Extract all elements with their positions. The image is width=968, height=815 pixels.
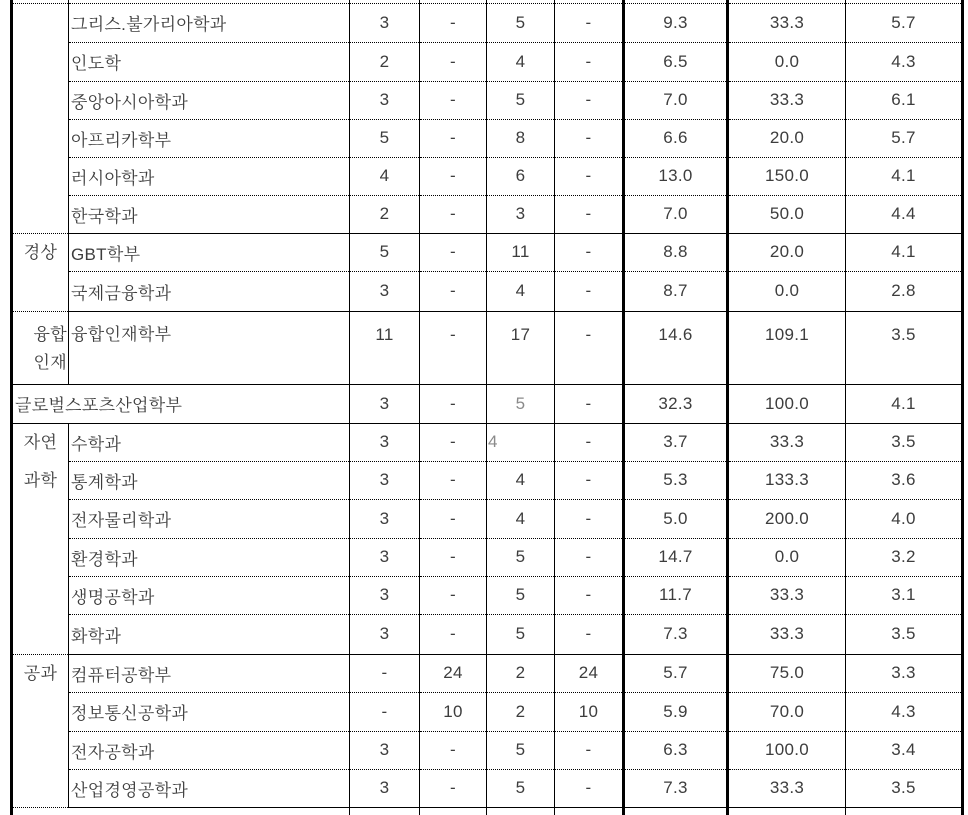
table-row	[12, 769, 963, 807]
cell-v5: 3.7	[624, 423, 728, 461]
cell-v7: 3.5	[846, 311, 963, 384]
cell-v5: 7.0	[624, 195, 728, 233]
cell-v1: 5	[350, 119, 420, 157]
cell-v2: -	[420, 769, 487, 807]
cell-department: 전자물리학과	[69, 499, 350, 538]
cell-v3: 2	[487, 692, 555, 731]
cell-v2: -	[420, 119, 487, 157]
cell-v4: -	[555, 384, 624, 423]
table-row	[12, 271, 963, 311]
table-row	[12, 461, 963, 499]
cell-v2: -	[420, 731, 487, 769]
cell-v7: 3.4	[846, 731, 963, 769]
cell-v7: 5.7	[846, 119, 963, 157]
cell-v7: 5.7	[846, 3, 963, 42]
cell-v4: 10	[555, 692, 624, 731]
cell-v3: 3	[487, 195, 555, 233]
cell-v4: -	[555, 499, 624, 538]
cell-v5: 5.3	[624, 461, 728, 499]
cell-v2: -	[420, 271, 487, 311]
cell-v1: 3	[350, 461, 420, 499]
cell-v4: -	[555, 195, 624, 233]
cell-v5: 5.7	[624, 654, 728, 692]
cell-v5: 11.7	[624, 576, 728, 614]
table-row	[12, 233, 963, 271]
table-row	[12, 42, 963, 81]
cell-v5: 14.6	[624, 311, 728, 384]
cell-v4: -	[555, 423, 624, 461]
cell-v3: 11	[487, 233, 555, 271]
cell-v3: 8	[487, 119, 555, 157]
cell-v1: 3	[350, 271, 420, 311]
cell-v4: -	[555, 769, 624, 807]
cell-v1: 3	[350, 769, 420, 807]
cell-v7: 6.1	[846, 81, 963, 119]
cell-v4: -	[555, 233, 624, 271]
cell-v1: 2	[350, 195, 420, 233]
cell-v6: 33.3	[728, 423, 846, 461]
cell-v3: 5	[487, 3, 555, 42]
cell-v2: -	[420, 576, 487, 614]
cell-department: 전자공학과	[69, 731, 350, 769]
cell-v2: 10	[420, 692, 487, 731]
cell-v3: 5	[487, 538, 555, 576]
group-label-line1: 자연	[23, 432, 58, 452]
cell-v5: 9.3	[624, 3, 728, 42]
cell-v5: 13.0	[624, 157, 728, 195]
cell-v3: 4	[487, 271, 555, 311]
cell-v3: 4	[487, 499, 555, 538]
table-row	[12, 423, 963, 461]
cell-v4: -	[555, 538, 624, 576]
cell-v1: 3	[350, 499, 420, 538]
cell-v4: -	[555, 576, 624, 614]
admissions-table	[10, 0, 964, 815]
cell-v4: -	[555, 42, 624, 81]
cell-v5: 8.7	[624, 271, 728, 311]
cell-department: GBT학부	[69, 233, 350, 271]
cell-v7: 4.0	[846, 499, 963, 538]
cell-v1: -	[350, 654, 420, 692]
cell-v4: -	[555, 311, 624, 384]
cell-v6: 33.3	[728, 769, 846, 807]
cell-v1: 4	[350, 157, 420, 195]
cell-v3: 2	[487, 654, 555, 692]
cell-v1: 2	[350, 42, 420, 81]
group-label-line2: 인재	[33, 352, 67, 372]
cell-v7: 3.1	[846, 576, 963, 614]
cell-v6: 33.3	[728, 614, 846, 654]
cell-group-continued	[12, 3, 69, 233]
cell-v2: -	[420, 81, 487, 119]
cell-v6: 133.3	[728, 461, 846, 499]
cell-v7: 3.5	[846, 769, 963, 807]
cell-v5: 8.8	[624, 233, 728, 271]
cell-v7: 2.8	[846, 271, 963, 311]
cell-v2: -	[420, 3, 487, 42]
cell-v3: 17	[487, 311, 555, 384]
cell-v7: 4.3	[846, 692, 963, 731]
cell-v7: 4.1	[846, 384, 963, 423]
cell-v2: -	[420, 195, 487, 233]
cell-v1: 5	[350, 233, 420, 271]
cell-v4: -	[555, 731, 624, 769]
table-row	[12, 157, 963, 195]
cell-v2: -	[420, 42, 487, 81]
cell-v6: 20.0	[728, 233, 846, 271]
cell-v3: 5	[487, 384, 555, 423]
table-row	[12, 614, 963, 654]
cell-department: 화학과	[69, 614, 350, 654]
cell-v5: 5.9	[624, 692, 728, 731]
cell-v6: 0.0	[728, 42, 846, 81]
cell-v5: 5.0	[624, 499, 728, 538]
cell-v4: -	[555, 157, 624, 195]
cell-v6: 33.3	[728, 576, 846, 614]
table-row	[12, 499, 963, 538]
cell-department: 중앙아시아학과	[69, 81, 350, 119]
cell-v5: 32.3	[624, 384, 728, 423]
cell-v6: 0.0	[728, 538, 846, 576]
cell-v2: -	[420, 614, 487, 654]
cell-v6: 70.0	[728, 692, 846, 731]
cell-department: 생명공학과	[69, 576, 350, 614]
cell-v2: -	[420, 499, 487, 538]
cell-department: 산업경영공학과	[69, 769, 350, 807]
cell-v6: 109.1	[728, 311, 846, 384]
cell-v2: 24	[420, 654, 487, 692]
table-row	[12, 311, 963, 384]
cell-department: 통계학과	[69, 461, 350, 499]
cell-v4: -	[555, 81, 624, 119]
cell-v7: 3.3	[846, 654, 963, 692]
cell-v4: -	[555, 461, 624, 499]
cell-department: 국제금융학과	[69, 271, 350, 311]
cell-department: 융합인재학부	[69, 311, 350, 384]
cell-v4: -	[555, 3, 624, 42]
cell-v4: -	[555, 119, 624, 157]
cell-v7: 3.2	[846, 538, 963, 576]
cell-v5: 6.5	[624, 42, 728, 81]
cell-v3: 5	[487, 769, 555, 807]
cell-department: 컴퓨터공학부	[69, 654, 350, 692]
cell-department: 정보통신공학과	[69, 692, 350, 731]
table-row	[12, 81, 963, 119]
cell-v3: 4	[487, 423, 555, 461]
cell-v1: 3	[350, 614, 420, 654]
cell-v4: -	[555, 614, 624, 654]
cell-v1: 3	[350, 731, 420, 769]
cell-v6: 75.0	[728, 654, 846, 692]
cell-department: 그리스.불가리아학과	[69, 3, 350, 42]
cell-group-gyeongsang: 경상	[12, 233, 69, 311]
table-row	[12, 654, 963, 692]
cell-department: 아프리카학부	[69, 119, 350, 157]
cell-group-engineering: 공과	[12, 654, 69, 807]
cell-v7: 4.4	[846, 195, 963, 233]
cell-v5: 7.3	[624, 614, 728, 654]
table-row	[12, 384, 963, 423]
group-label-line1: 융합	[33, 324, 67, 344]
cell-v6: 100.0	[728, 731, 846, 769]
cell-v3: 5	[487, 614, 555, 654]
cell-v6: 200.0	[728, 499, 846, 538]
cell-v2: -	[420, 233, 487, 271]
cell-v1: 3	[350, 423, 420, 461]
cell-v7: 4.1	[846, 233, 963, 271]
cell-v7: 4.1	[846, 157, 963, 195]
cell-department: 러시아학과	[69, 157, 350, 195]
cell-v4: -	[555, 271, 624, 311]
cell-v3: 6	[487, 157, 555, 195]
cell-v1: 11	[350, 311, 420, 384]
cell-v3: 5	[487, 81, 555, 119]
cell-v5: 14.7	[624, 538, 728, 576]
cell-v6: 20.0	[728, 119, 846, 157]
table-row	[12, 195, 963, 233]
cell-v6: 150.0	[728, 157, 846, 195]
table-row	[12, 576, 963, 614]
cell-v6: 50.0	[728, 195, 846, 233]
table-row	[12, 119, 963, 157]
cell-department: 인도학	[69, 42, 350, 81]
cell-v3: 5	[487, 731, 555, 769]
table-row	[12, 692, 963, 731]
cell-group-natural-science	[12, 423, 69, 654]
cell-v1: 3	[350, 81, 420, 119]
cell-v1: 3	[350, 384, 420, 423]
cell-v2: -	[420, 423, 487, 461]
cell-v7: 4.3	[846, 42, 963, 81]
cell-v6: 100.0	[728, 384, 846, 423]
cell-v3: 5	[487, 576, 555, 614]
cell-v3: 4	[487, 42, 555, 81]
cell-v1: -	[350, 692, 420, 731]
cell-department: 수학과	[69, 423, 350, 461]
cell-group-yunghap-injae	[12, 311, 69, 384]
table-row	[12, 538, 963, 576]
cell-v6: 0.0	[728, 271, 846, 311]
cell-v6: 33.3	[728, 81, 846, 119]
cell-v7: 3.5	[846, 423, 963, 461]
cell-v1: 3	[350, 538, 420, 576]
cell-v5: 7.0	[624, 81, 728, 119]
table-row	[12, 3, 963, 42]
cell-department: 환경학과	[69, 538, 350, 576]
cell-v1: 3	[350, 576, 420, 614]
cell-v2: -	[420, 157, 487, 195]
cell-v3: 4	[487, 461, 555, 499]
cell-v2: -	[420, 538, 487, 576]
cell-v4: 24	[555, 654, 624, 692]
cell-v5: 6.3	[624, 731, 728, 769]
group-label-line2: 과학	[23, 470, 58, 490]
cell-v1: 3	[350, 3, 420, 42]
table-row	[12, 731, 963, 769]
cell-v7: 3.6	[846, 461, 963, 499]
cell-v6: 33.3	[728, 3, 846, 42]
cell-department: 한국학과	[69, 195, 350, 233]
cell-v5: 6.6	[624, 119, 728, 157]
cell-department-merged: 글로벌스포츠산업학부	[12, 384, 350, 423]
cell-v5: 7.3	[624, 769, 728, 807]
cell-v2: -	[420, 461, 487, 499]
cell-v2: -	[420, 384, 487, 423]
cell-v2: -	[420, 311, 487, 384]
cell-v7: 3.5	[846, 614, 963, 654]
